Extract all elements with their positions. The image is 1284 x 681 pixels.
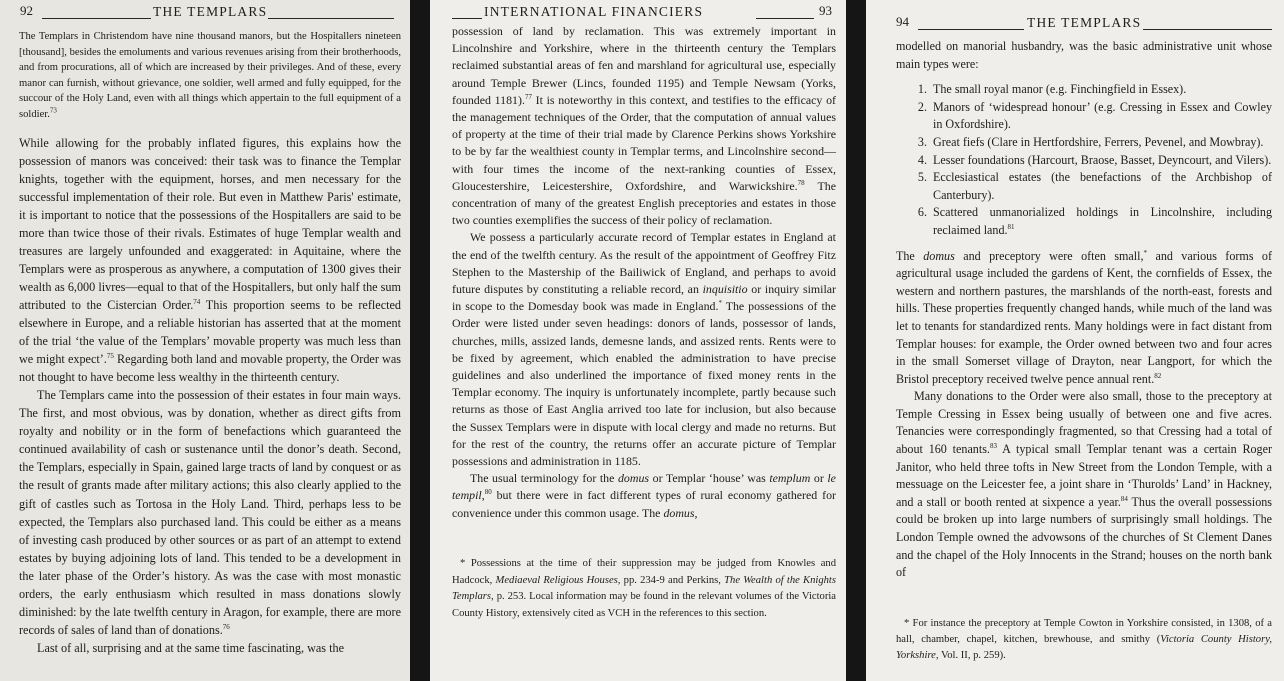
list-item: 1. The small royal manor (e.g. Finchingfield in Essex). [930, 81, 1272, 99]
paragraph: modelled on manorial husbandry, was the basic administrative unit whose main types were: [896, 39, 1272, 71]
header-rule [1143, 29, 1272, 30]
manor-type-list [896, 81, 1272, 239]
footnote: * Possessions at the time of their suppression may be judged from Knowles and Hadcock, Mediaeval Religious Houses, pp. 234-9 and Perkins, The Wealth of the Knights Templars, p. 253. Local information may be found in the relevant volumes of the Victoria County History, extensively cited as VCH in the references to this section. [452, 558, 836, 619]
page-94 [866, 0, 1284, 681]
running-head-title: THE TEMPLARS [1027, 15, 1142, 30]
header-rule [756, 18, 814, 19]
page-number: 92 [20, 3, 33, 18]
running-head-title: THE TEMPLARS [153, 4, 268, 19]
footnote-marker: * [1143, 248, 1148, 257]
note-ref: 84 [1120, 494, 1128, 503]
list-item: 4. Lesser foundations (Harcourt, Braose, Basset, Deyncourt, and Vilers). [930, 152, 1272, 170]
footnote: * For instance the preceptory at Temple Cowton in Yorkshire consisted, in 1308, of a hall, chamber, chapel, kitchen, brewhouse, and smithy (Victoria County History, Yorkshire, Vol. II, p. 259). [896, 618, 1272, 662]
running-head-title: INTERNATIONAL FINANCIERS [484, 4, 704, 19]
page-body [19, 29, 401, 657]
note-ref: 73 [49, 106, 57, 115]
header-rule [452, 18, 482, 19]
page-number: 93 [819, 3, 832, 18]
page-body [896, 38, 1272, 582]
page-number: 94 [896, 14, 909, 29]
note-ref: 82 [1154, 371, 1162, 380]
footnote-marker: * [718, 299, 722, 308]
block-quote: The Templars in Christendom have nine thousand manors, but the Hospitallers nineteen [thousand], besides the emoluments and various revenues arising from their brotherhoods, and from procurations, all of which are increased by their privileges. And of these, every manor can furnish, without grievance, one soldier, well armed and fully equipped, for the succour of the Holy Land, even with all things which appertain to the full equipment of a soldier.$^{73}$ [19, 31, 401, 120]
note-ref: 74 [193, 297, 201, 306]
page-92 [0, 0, 410, 681]
list-item: 6. Scattered unmanorialized holdings in Lincolnshire, including reclaimed land.$^{81}$ [930, 204, 1272, 239]
paragraph: The usual terminology for the domus or Templar ‘house’ was templum or le tempil,$^{80}$ but there were in fact different types of rural economy gathered for convenience under this common usage. The domus, [452, 471, 836, 520]
paragraph: The Templars came into the possession of their estates in four main ways. The first, and most obvious, was by donation, whether as direct gifts from royalty and nobility or in the form of benefactions which guaranteed the continued availability of cash or sustenance until the donor’s death. Second, the Templars, especially in Spain, gained large tracts of land by conquest or as the result of grants made after military actions; this also clearly applied to the gift of castles such as Tortosa in the Holy Land. Third, perhaps less to be expected, the Templars also purchased land. This could be either as a means of investing cash produced by other sources or as part of an attempt to extend estates by buying adjoining lots of land. This tended to be a development in the later phase of the Order’s history. As was the case with most monastic orders, the early enthusiasm which resulted in mass donations slowly diminished: by the late twelfth century in Aragon, for example, there are more records of sales of land than of donations.$^{76}$ [19, 388, 401, 637]
note-ref: 83 [989, 442, 997, 451]
running-header [0, 3, 410, 21]
gutter [410, 0, 430, 681]
list-item: 5. Ecclesiastical estates (the benefactions of the Archbishop of Canterbury). [930, 169, 1272, 204]
paragraph: While allowing for the probably inflated figures, this explains how the possession of manors was conceived: their task was to finance the Templar knights, together with the equipment, horses, and men necessary for the successful implementation of their role. But even in Matthew Paris' estimate, it is important to notice that the possessions of the Hospitallers are said to be more than twice those of their rivals. Estimates of huge Templar wealth and treasures are largely unfounded and exaggerated: in Aquitaine, where the Templars were as prosperous as anywhere, a computation of 1300 gives their wealth as 6,000 livres—equal to that of the Hospitallers, but only half the sum attributed to the Cistercian Order.$^{74}$ This proportion seems to be reflected elsewhere in Europe, and a reliable historian has asserted that at the moment of the trial ‘the value of the Templars’ movable property was much less than we might expect’.$^{75}$ Regarding both land and movable property, the Order was not thought to have become less wealthy in the thirteenth century. [19, 135, 401, 385]
running-header [430, 3, 846, 21]
paragraph: The domus and preceptory were often small,* and various forms of agricultural usage included the gardens of Kent, the cornfields of Essex, the western and northern pastures, the marshlands of the north-east, forests and hills. These properties frequently changed hands, while much of the land was let to tenants for standardized rents. Many holdings were in fact distant from Templar houses: for example, the Order owned between two and four acres in the small Somerset village of Drayton, near Langport, for which the Bristol preceptory received twelve pence annual rent.$^{82}$ [896, 248, 1272, 386]
list-item: 2. Manors of ‘widespread honour’ (e.g. Cressing in Essex and Cowley in Oxfordshire). [930, 99, 1272, 134]
paragraph: Many donations to the Order were also small, those to the preceptory at Temple Cressing in Essex being usually of between one and five acres. Tenancies were correspondingly fragmented, so that Cressing had a total of about 160 tenants.$^{83}$ A typical small Templar tenant was a certain Roger Janitor, who held three tofts in New Street from the London Temple, with a messuage on the Leicester fee, a joint share in ‘Thurolds’ Land’ in Hackney, and a stall or booth rented at sixpence a year.$^{84}$ Thus the overall possessions could be broken up into large numbers of surprisingly small holdings. The London Temple owned the advowsons of the churches of St Clement Danes and the chapel of the Holy Innocents in the Strand; houses on the north bank of [896, 389, 1272, 580]
note-ref: 78 [797, 178, 805, 187]
header-rule [42, 18, 151, 19]
gutter [846, 0, 866, 681]
paragraph: Last of all, surprising and at the same time fascinating, was the [37, 640, 344, 655]
header-rule [918, 29, 1024, 30]
header-rule [268, 18, 394, 19]
note-ref: 76 [222, 622, 230, 631]
page-body [452, 23, 836, 522]
note-ref: 77 [524, 92, 532, 101]
list-item: 3. Great fiefs (Clare in Hertfordshire, Ferrers, Pevenel, and Mowbray). [930, 134, 1272, 152]
paragraph: possession of land by reclamation. This was extremely important in Lincolnshire and Yorkshire, where in the thirteenth century the Templars reclaimed substantial areas of fen and marshland for agricultural use, especially around Temple Brewer (Lincs, founded 1195) and Temple Newsam (Yorks, founded 1181).$^{77}$ It is noteworthy in this context, and testifies to the efficacy of the management techniques of the Order, that the computation of annual values of property at the time of their trial made by Clarence Perkins shows Yorkshire to be by far the wealthiest county in Templar terms, and Lincolnshire second—with four times the income of the next-ranking counties of Essex, Gloucestershire, Leicestershire, Oxfordshire, and Warwickshire.$^{78}$ The concentration of many of the greatest English preceptories and estates in those two counties exemplifies the success of their policy of reclamation. [452, 24, 836, 228]
running-header [866, 14, 1284, 32]
page-93 [430, 0, 846, 681]
note-ref: 80 [484, 488, 492, 497]
paragraph: We possess a particularly accurate record of Templar estates in England at the end of the twelfth century. As the result of the appointment of Geoffrey Fitz Stephen to the Mastership of the Bailiwick of England, and perhaps to avoid future disputes by constituting a reliable record, an inquisitio or inquiry similar in scope to the Domesday book was made in England.* The possessions of the Order were listed under seven headings: donors of lands, possessor of lands, churches, mills, assized lands, demesne lands, and assized rents. Rents were to be fixed by agreement, which enabled the administration to have precise guidelines and also underlined the importance of fixed money rents in the Templar economy. The inquiry is unfortunately incomplete, partly because such returns as those of East Anglia arrived too late for inclusion, but also because the Sussex Templars were in dispute with local clergy and made no returns. But for the rest of the country, the returns offer an accurate picture of Templar possessions and administration in 1185. [452, 230, 836, 469]
note-ref: 81 [1007, 222, 1015, 231]
note-ref: 75 [106, 352, 114, 361]
